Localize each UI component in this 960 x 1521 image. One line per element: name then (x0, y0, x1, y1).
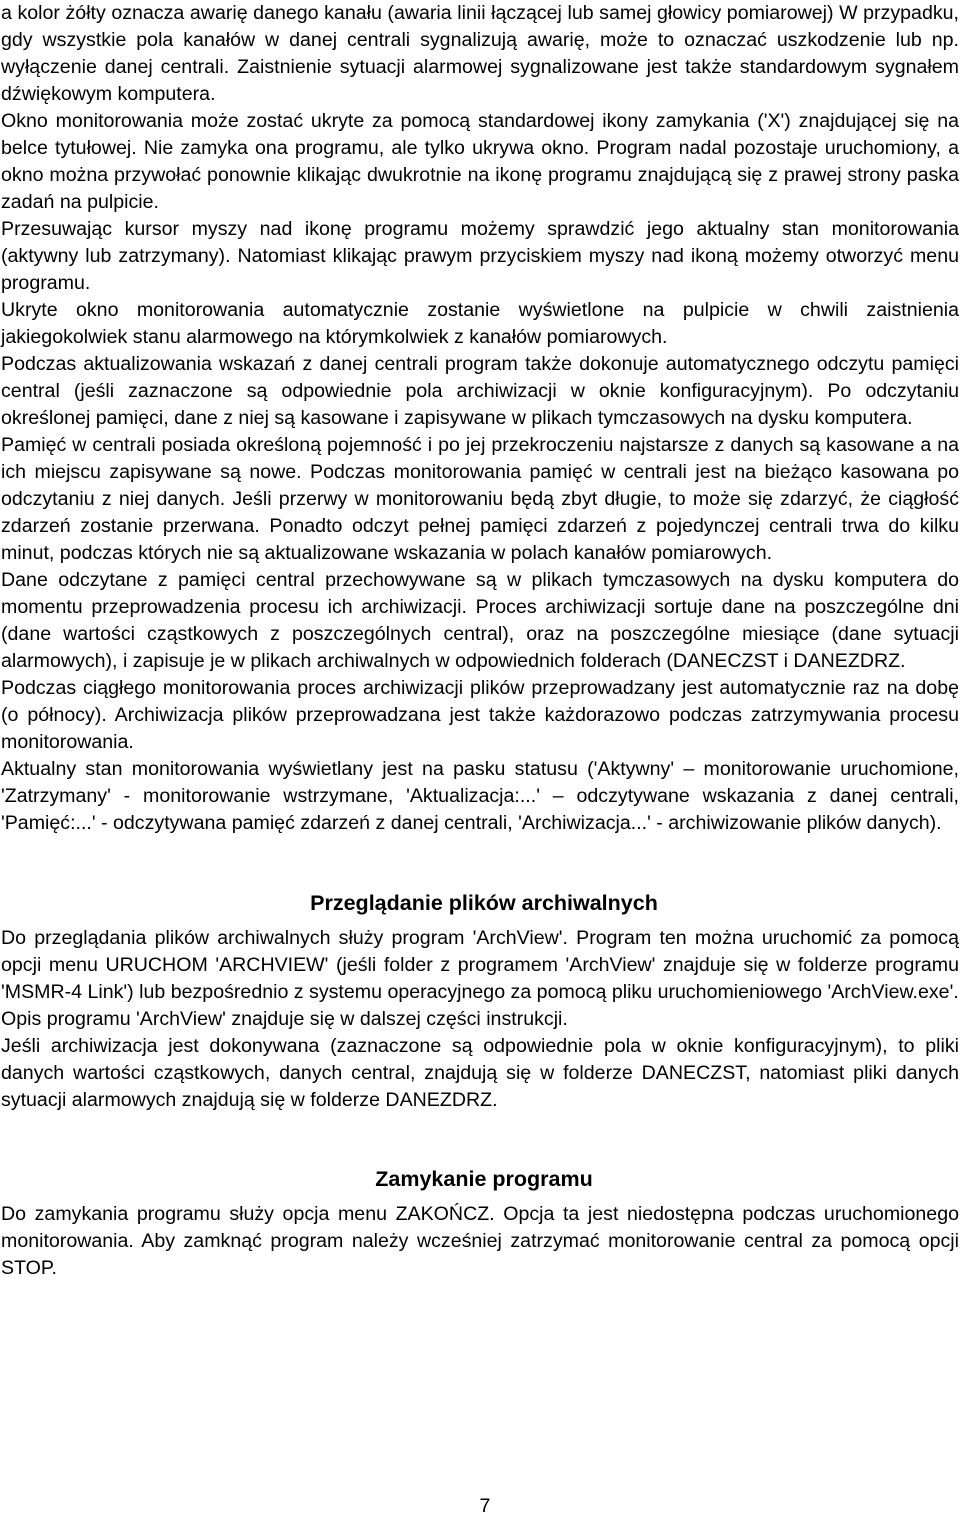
closing-section (0, 1166, 960, 1282)
paragraph: Przesuwając kursor myszy nad ikonę programu możemy sprawdzić jego aktualny stan monitorowania (aktywny lub zatrzymany). Natomiast klikając prawym przyciskiem myszy nad ikoną możemy otworzyć menu programu. (1, 218, 959, 294)
paragraph: Do zamykania programu służy opcja menu ZAKOŃCZ. Opcja ta jest niedostępna podczas uruchomionego monitorowania. Aby zamknąć program należy wcześniej zatrzymać monitorowanie central za pomocą opcji STOP. (1, 1203, 959, 1279)
section-heading: Zamykanie programu (375, 1167, 593, 1191)
paragraph: Okno monitorowania może zostać ukryte za pomocą standardowej ikony zamykania ('X') znajdującej się na belce tytułowej. Nie zamyka ona programu, ale tylko ukrywa okno. Program nadal pozostaje uruchomiony, a okno można przywołać ponownie klikając dwukrotnie na ikonę programu znajdującą się z prawej strony paska zadań na pulpicie. (1, 110, 959, 213)
paragraph: Pamięć w centrali posiada określoną pojemność i po jej przekroczeniu najstarsze z danych są kasowane a na ich miejscu zapisywane są nowe. Podczas monitorowania pamięć w centrali jest na bieżąco kasowana po odczytaniu z niej danych. Jeśli przerwy w monitorowaniu będą zbyt długie, to może się zdarzyć, że ciągłość zdarzeń zostanie przerwana. Ponadto odczyt pełnej pamięci zdarzeń z pojedynczej centrali trwa do kilku minut, podczas których nie są aktualizowane wskazania w polach kanałów pomiarowych. (1, 434, 959, 564)
paragraph: Podczas ciągłego monitorowania proces archiwizacji plików przeprowadzany jest automatycznie raz na dobę (o północy). Archiwizacja plików przeprowadzana jest także każdorazowo podczas zatrzymywania procesu monitorowania. (1, 677, 959, 753)
archive-section (0, 890, 960, 1114)
paragraph: Ukryte okno monitorowania automatycznie zostanie wyświetlone na pulpicie w chwili zaistnienia jakiegokolwiek stanu alarmowego na którymkolwiek z kanałów pomiarowych. (1, 299, 959, 348)
paragraph: Jeśli archiwizacja jest dokonywana (zaznaczone są odpowiednie pola w oknie konfiguracyjnym), to pliki danych wartości cząstkowych, danych central, znajdują się w folderze DANECZST, natomiast pliki danych sytuacji alarmowych znajdują się w folderze DANEZDRZ. (1, 1035, 959, 1111)
paragraph: a kolor żółty oznacza awarię danego kanału (awaria linii łączącej lub samej głowicy pomiarowej) W przypadku, gdy wszystkie pola kanałów w danej centrali sygnalizują awarię, może to oznaczać uszkodzenie lub np. wyłączenie danej centrali. Zaistnienie sytuacji alarmowej sygnalizowane jest także standardowym sygnałem dźwiękowym komputera. (1, 2, 959, 105)
paragraph: Aktualny stan monitorowania wyświetlany jest na pasku statusu ('Aktywny' – monitorowanie uruchomione, 'Zatrzymany' - monitorowanie wstrzymane, 'Aktualizacja:...' – odczytywane wskazania z danej centrali, 'Pamięć:...' - odczytywana pamięć zdarzeń z danej centrali, 'Archiwizacja...' - archiwizowanie plików danych). (1, 758, 959, 834)
paragraph: Opis programu 'ArchView' znajduje się w dalszej części instrukcji. (1, 1008, 568, 1030)
section-heading: Przeglądanie plików archiwalnych (310, 891, 658, 915)
paragraph: Do przeglądania plików archiwalnych służy program 'ArchView'. Program ten można uruchomić za pomocą opcji menu URUCHOM 'ARCHVIEW' (jeśli folder z programem 'ArchView' znajduje się w folderze programu 'MSMR-4 Link') lub bezpośrednio z systemu operacyjnego za pomocą pliku uruchomieniowego 'ArchView.exe'. (1, 927, 959, 1003)
page-number: 7 (479, 1495, 491, 1517)
paragraph: Podczas aktualizowania wskazań z danej centrali program także dokonuje automatycznego odczytu pamięci central (jeśli zaznaczone są odpowiednie pola archiwizacji w oknie konfiguracyjnym). Po odczytaniu określonej pamięci, dane z niej są kasowane i zapisywane w plikach tymczasowych na dysku komputera. (1, 353, 959, 429)
paragraph: Dane odczytane z pamięci central przechowywane są w plikach tymczasowych na dysku komputera do momentu przeprowadzenia procesu ich archiwizacji. Proces archiwizacji sortuje dane na poszczególne dni (dane wartości cząstkowych z poszczególnych central), oraz na poszczególne miesiące (dane sytuacji alarmowych), i zapisuje je w plikach archiwalnych w odpowiednich folderach (DANECZST i DANEZDRZ. (1, 569, 959, 672)
